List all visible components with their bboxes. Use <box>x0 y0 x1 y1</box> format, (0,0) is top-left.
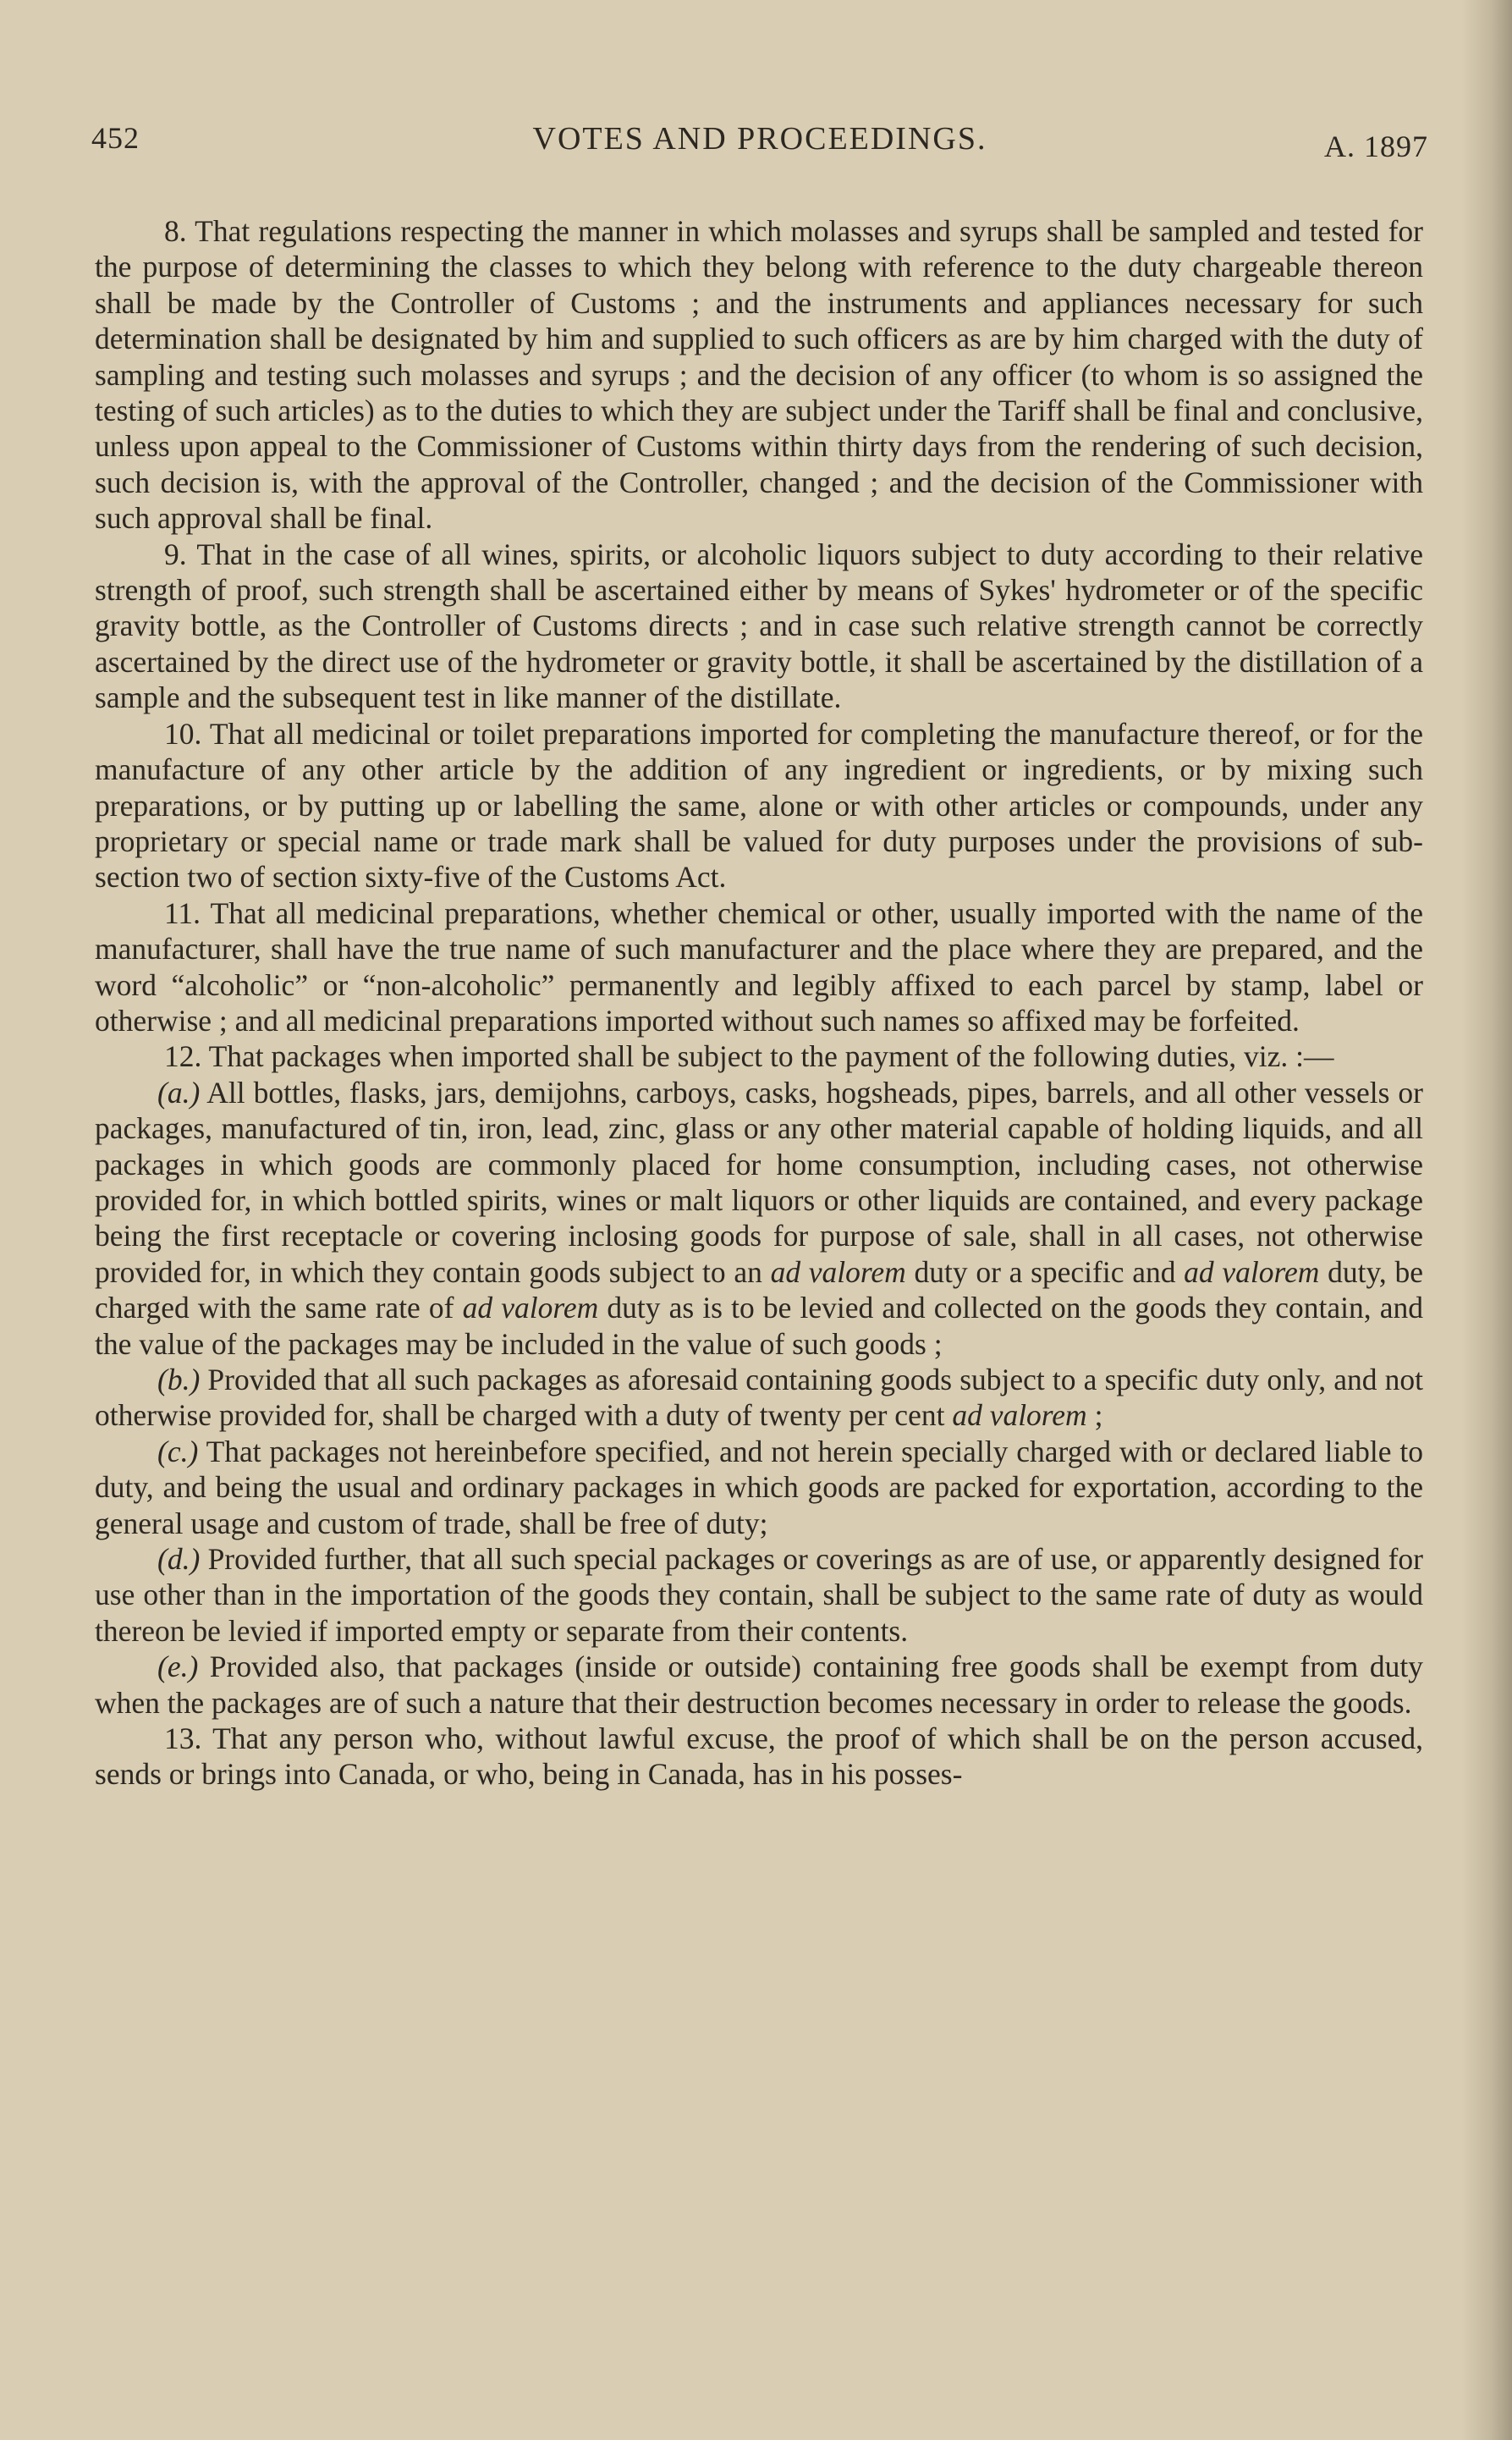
year-label: A. 1897 <box>1324 129 1428 163</box>
subclause-c-label: (c.) <box>157 1434 199 1468</box>
subclause-b <box>95 1362 1423 1434</box>
subclause-e <box>95 1649 1423 1721</box>
running-title: VOTES AND PROCEEDINGS. <box>532 121 987 157</box>
subclause-e-text: Provided also, that packages (inside or outside) containing free goods shall be exempt from duty when the packages are of such a nature that their destruction becomes necessary in order to release the goods. <box>95 1650 1423 1720</box>
subclause-c-text: That packages not hereinbefore specified, and not herein specially charged with or declared liable to duty, and being the usual and ordinary packages in which goods are packed for exportation, according to the general usage and custom of trade, shall be free of duty; <box>95 1434 1423 1540</box>
subclause-a <box>95 1075 1423 1362</box>
subclause-d <box>95 1541 1423 1649</box>
page-edge-shadow <box>1461 0 1512 2440</box>
subclause-a-text-3: duty, be charged with the same rate of <box>95 1254 1423 1325</box>
subclause-e-label: (e.) <box>157 1650 199 1684</box>
paragraph-13: 13. That any person who, without lawful excuse, the proof of which shall be on the person accused, sends or brings into Canada, or who, being in Canada, has in his posses- <box>95 1721 1423 1792</box>
subclause-a-label: (a.) <box>157 1075 201 1110</box>
subclause-c <box>95 1434 1423 1541</box>
subclause-a-italic-1: ad valorem <box>770 1254 906 1289</box>
body-text <box>95 213 1423 1793</box>
subclause-a-italic-3: ad valorem <box>462 1291 599 1325</box>
paragraph-11: 11. That all medicinal preparations, whether chemical or other, usually imported with the name of the manufacturer, shall have the true name of such manufacturer and the place where they are prepared, and the word “alcoholic” or “non-alcoholic” permanently and legibly affixed to each parcel by stamp, label or otherwise ; and all medicinal preparations imported without such names so affixed may be forfeited. <box>95 895 1423 1038</box>
subclause-d-label: (d.) <box>157 1542 201 1577</box>
paragraph-12: 12. That packages when imported shall be subject to the payment of the following duties, viz. :— <box>164 1039 1334 1074</box>
page-number: 452 <box>91 121 140 155</box>
page-header <box>91 117 1428 168</box>
subclause-a-text-2: duty or a specific and <box>905 1254 1185 1289</box>
subclause-a-italic-2: ad valorem <box>1184 1254 1320 1289</box>
subclause-b-text-1: Provided that all such packages as aforesaid containing goods subject to a specific duty only, and not otherwise provided for, shall be charged with a duty of twenty per cent <box>95 1363 1423 1433</box>
subclause-a-text-4: duty as is to be levied and collected on the goods they contain, and the value of the packages may be included in the value of such goods ; <box>95 1291 1423 1361</box>
subclause-b-italic-1: ad valorem <box>952 1398 1087 1433</box>
subclause-a-text-1: All bottles, flasks, jars, demijohns, carboys, casks, hogsheads, pipes, barrels, and all other vessels or packages, manufactured of tin, iron, lead, zinc, glass or any other material capable of holding liquids, and all packages in which goods are commonly placed for home consumption, including cases, not otherwise provided for, in which bottled spirits, wines or malt liquors or other liquids are contained, and every package being the first receptacle or covering inclosing goods for purpose of sale, shall in all cases, not otherwise provided for, in which they contain goods subject to an <box>95 1075 1423 1289</box>
subclause-b-text-2: ; <box>1086 1398 1103 1433</box>
subclause-b-label: (b.) <box>157 1363 201 1396</box>
paragraph-8: 8. That regulations respecting the manner in which molasses and syrups shall be sampled and tested for the purpose of determining the classes to which they belong with reference to the duty chargeable thereon shall be made by the Controller of Customs ; and the instruments and appliances necessary for such determination shall be designated by him and supplied to such officers as are by him charged with the duty of sampling and testing such molasses and syrups ; and the decision of any officer (to whom is so assigned the testing of such articles) as to the duties to which they are subject under the Tariff shall be final and conclusive, unless upon appeal to the Commissioner of Customs within thirty days from the rendering of such decision, such decision is, with the approval of the Controller, changed ; and the decision of the Commissioner with such approval shall be final. <box>95 214 1423 536</box>
subclause-d-text: Provided further, that all such special packages or coverings as are of use, or apparently designed for use other than in the importation of the goods they contain, shall be subject to the same rate of duty as would thereon be levied if imported empty or separate from their contents. <box>95 1542 1423 1648</box>
paragraph-10: 10. That all medicinal or toilet preparations imported for completing the manufacture thereof, or for the manufacture of any other article by the addition of any ingredient or ingredients, or by mixing such preparations, or by putting up or labelling the same, alone or with other articles or compounds, under any proprietary or special name or trade mark shall be valued for duty purposes under the provisions of sub-section two of section sixty-five of the Customs Act. <box>95 716 1423 895</box>
paragraph-9: 9. That in the case of all wines, spirits, or alcoholic liquors subject to duty according to their relative strength of proof, such strength shall be ascertained either by means of Sykes' hydrometer or of the specific gravity bottle, as the Controller of Customs directs ; and in case such relative strength cannot be correctly ascertained by the direct use of the hydrometer or gravity bottle, it shall be ascertained by the distillation of a sample and the subsequent test in like manner of the distillate. <box>95 537 1423 715</box>
